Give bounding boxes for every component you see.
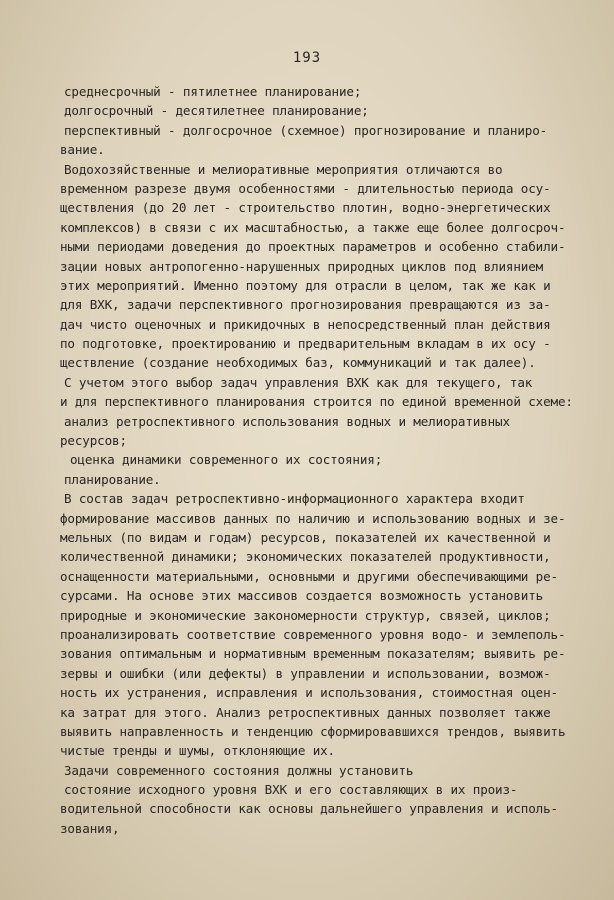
text-line: планирование.	[64, 471, 161, 487]
text-line: и для перспективного планирования строится по единой временной схеме:	[60, 394, 573, 410]
text-line: среднесрочный - пятилетнее планирование;	[64, 84, 362, 99]
text-line: комплексов) в связи с их масштабностью, а также еще более долгосроч-	[60, 219, 566, 235]
text-line: дач чисто оценочных и прикидочных в непосредственный план действия	[60, 316, 551, 332]
text-line: мельных (по видам и годам) ресурсов, показателей их качественной и	[60, 529, 551, 545]
text-line: оснащенности материальными, основными и другими обеспечивающими ре-	[60, 568, 558, 584]
text-line: ществления (до 20 лет - строительство плотин, водно-энергетических	[60, 200, 551, 216]
text-line: водительной способности как основы дальнейшего управления и исполь-	[60, 801, 558, 817]
text-line: оценка динамики современного их состояния;	[70, 452, 383, 468]
text-line: Задачи современного состояния должны установить	[64, 762, 414, 778]
text-line: ность их устранения, исправления и использования, стоимостная оцен-	[60, 685, 558, 701]
text-line: по подготовке, проектированию и предварительным вкладам в их осу -	[60, 336, 551, 352]
text-line: для ВХК, задачи перспективного прогнозирования превращаются из за-	[60, 297, 551, 313]
text-line: вание.	[60, 142, 105, 158]
text-line: зации новых антропогенно-нарушенных природных циклов под влиянием	[60, 258, 544, 274]
text-line: состояние исходного уровня ВХК и его составляющих в их произ-	[64, 782, 518, 798]
text-line: чистые тренды и шумы, отклоняющие их.	[60, 743, 335, 759]
text-line: зования,	[60, 820, 120, 836]
text-line: ными периодами доведения до проектных параметров и особенно стабили-	[60, 239, 566, 255]
text-line: ресурсов;	[60, 433, 127, 449]
text-line: долгосрочный - десятилетнее планирование;	[64, 103, 369, 119]
text-line: С учетом этого выбор задач управления ВХК как для текущего, так	[64, 374, 533, 390]
text-line: ществление (создание необходимых баз, коммуникаций и так далее).	[60, 355, 536, 371]
text-line: Водохозяйственные и мелиоративные мероприятия отличаются во	[64, 161, 503, 177]
text-line: выявить направленность и тенденцию сформировавшихся трендов, выявить	[60, 723, 566, 739]
text-line: этих мероприятий. Именно поэтому для отрасли в целом, так же как и	[60, 277, 551, 293]
text-line: ка затрат для этого. Анализ ретроспективных данных позволяет также	[60, 704, 551, 720]
text-line: В состав задач ретроспективно-информационного характера входит	[64, 491, 525, 507]
text-line: формирование массивов данных по наличию и использованию водных и зе-	[60, 510, 566, 526]
text-line: природные и экономические закономерности структур, связей, циклов;	[60, 607, 551, 623]
text-line: зования оптимальным и нормативным временным показателям; выявить ре-	[60, 646, 566, 662]
text-line: количественной динамики; экономических показателей продуктивности,	[60, 549, 551, 565]
text-line: проанализировать соответствие современного уровня водо- и землеполь-	[60, 626, 566, 642]
text-line: зервы и ошибки (или дефекты) в управлении и использовании, возмож-	[60, 665, 551, 681]
text-line: сурсами. На основе этих массивов создается возможность установить	[60, 588, 544, 604]
text-line: анализ ретроспективного использования водных и мелиоративных	[64, 413, 510, 429]
text-line: перспективный - долгосрочное (схемное) прогнозирование и планиро-	[64, 122, 548, 138]
page-number: 193	[292, 50, 322, 66]
document-body	[60, 82, 580, 838]
text-line: временном разрезе двумя особенностями - длительностью периода осу-	[60, 180, 551, 196]
